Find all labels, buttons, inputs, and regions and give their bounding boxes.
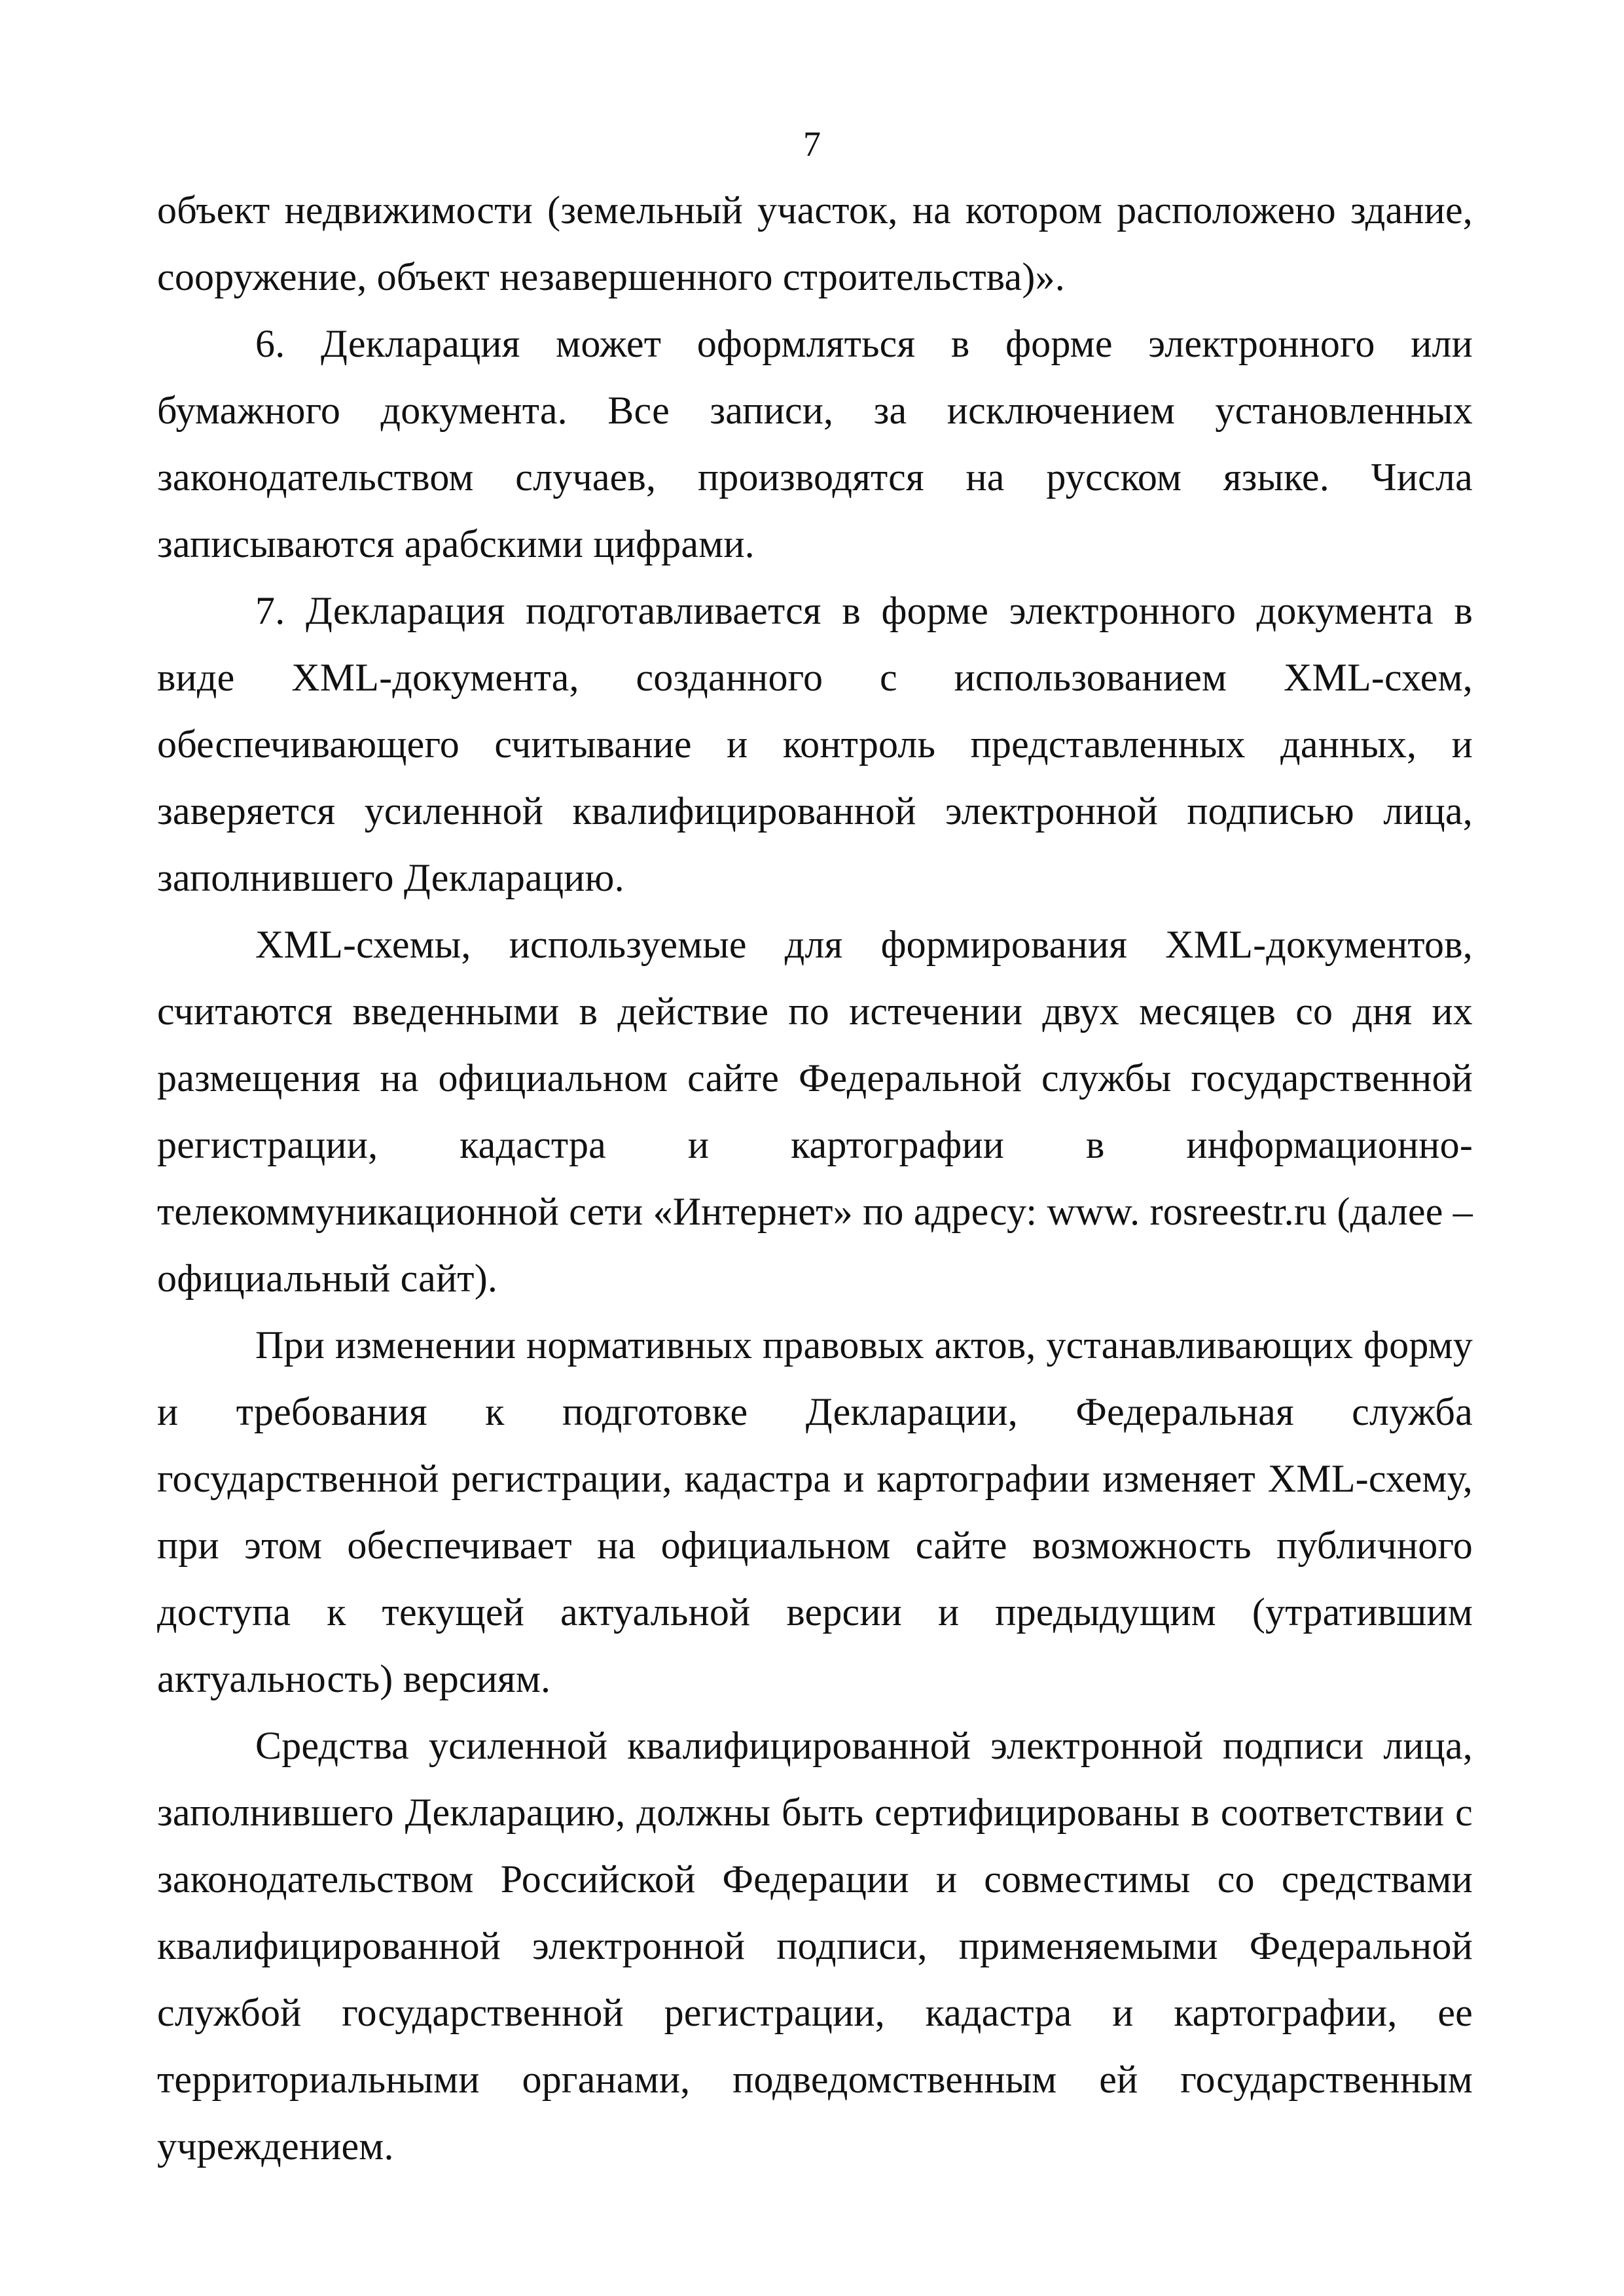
paragraph-schema-changes: При изменении нормативных правовых актов, устанавливающих форму и требования к подготовке Декларации, Федеральная служба государственной регистрации, кадастра и картографии изменяет XML-схему, при этом обеспечивает на официальном сайте возможность публичного доступа к текущей актуальной версии и предыдущим (утратившим актуальность) версиям. xyxy=(157,1323,1473,1700)
paragraph-signature-tools: Средства усиленной квалифицированной электронной подписи лица, заполнившего Декларацию, должны быть сертифицированы в соответствии с законодательством Российской Федерации и совместимы со средствами квалифицированной электронной подписи, применяемыми Федеральной службой государственной регистрации, кадастра и картографии, ее территориальными органами, подведомственным ей государственным учреждением. xyxy=(157,1724,1473,2168)
document-body xyxy=(157,177,1473,2179)
page-number: 7 xyxy=(803,124,821,164)
paragraph-item-7: 7. Декларация подготавливается в форме электронного документа в виде XML-документа, созданного с использованием XML-схем, обеспечивающего считывание и контроль представленных данных, и заверяется усиленной квалифицированной электронной подписью лица, заполнившего Декларацию. xyxy=(157,589,1473,899)
paragraph-item-6: 6. Декларация может оформляться в форме электронного или бумажного документа. Все записи, за исключением установленных законодательством случаев, производятся на русском языке. Числа записываются арабскими цифрами. xyxy=(157,322,1473,565)
paragraph-xml-schemas: XML-схемы, используемые для формирования XML-документов, считаются введенными в действие по истечении двух месяцев со дня их размещения на официальном сайте Федеральной службы государственной регистрации, кадастра и картографии в информационно-телекоммуникационной сети «Интернет» по адресу: www. rosreestr.ru (далее – официальный сайт). xyxy=(157,923,1473,1300)
paragraph-continuation: объект недвижимости (земельный участок, на котором расположено здание, сооружение, объект незавершенного строительства)». xyxy=(157,188,1473,298)
